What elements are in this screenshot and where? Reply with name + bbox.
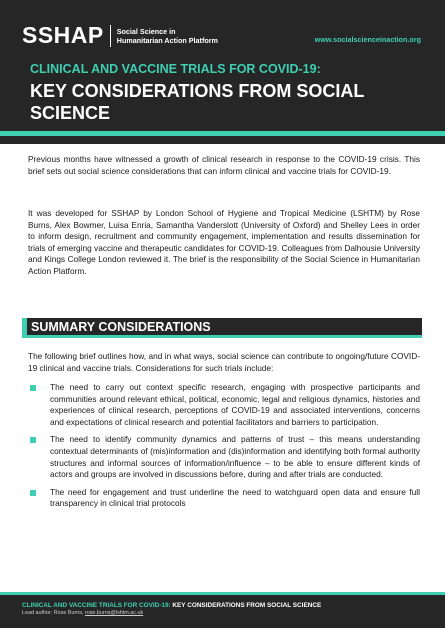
website-link[interactable]: www.socialscienceinaction.org	[314, 35, 421, 44]
brand-divider	[110, 25, 111, 47]
list-item	[28, 382, 420, 428]
footer-title	[22, 602, 321, 609]
list-item	[28, 487, 420, 510]
section-title: SUMMARY CONSIDERATIONS	[31, 320, 211, 334]
square-bullet-icon	[30, 490, 36, 496]
footer-author-label: Lead author: Rose Burns,	[22, 610, 85, 616]
page-header	[0, 0, 445, 144]
footer-title-accent: CLINICAL AND VACCINE TRIALS FOR COVID-19:	[22, 602, 171, 609]
intro-paragraph: Previous months have witnessed a growth of clinical research in response to the COVID-19 crisis. This brief sets out social science considerations that can inform clinical and vaccine trials for COVID-19.	[28, 154, 420, 176]
footer-author	[22, 610, 143, 616]
section-heading-bar	[22, 318, 422, 338]
list-item-text: The need to carry out context specific research, engaging with prospective participants and communities around relevant ethical, political, economic, legal and religious dynamics, histories and experiences of clinical research, perceptions of COVID-19 and associated interventions, concerns and expectations of clinical research and potential facilitators and barriers to participation.	[50, 382, 420, 427]
summary-intro-paragraph: The following brief outlines how, and in what ways, social science can contribute to ongoing/future COVID-19 clinical and vaccine trials. Considerations for such trials include:	[28, 351, 420, 373]
author-email-link[interactable]: rose.burns@lshtm.ac.uk	[84, 610, 144, 616]
brand-subtitle	[117, 27, 218, 45]
considerations-list	[28, 382, 420, 516]
page-footer	[0, 592, 445, 628]
brand-subtitle-line-2: Humanitarian Action Platform	[116, 35, 218, 45]
brand-logo	[22, 22, 218, 49]
authors-paragraph: It was developed for SSHAP by London School of Hygiene and Tropical Medicine (LSHTM) by Rose Burns, Alex Bowmer, Luisa Enria, Samantha Vanderslott (University of Oxford) and Shelley Lees in order to inform design, recruitment and community engagement, implementation and results dissemination for trials of emerging vaccine and therapeutic candidates for COVID-19. Colleagues from Dalhousie University and Kings College London reviewed it. The brief is the responsibility of the Social Science in Humanitarian Action Platform.	[28, 208, 420, 276]
list-item-text: The need for engagement and trust underline the need to watchguard open data and ensure full transparency in clinical trial protocols	[50, 486, 420, 509]
square-bullet-icon	[30, 437, 36, 443]
list-item	[28, 434, 420, 480]
square-bullet-icon	[30, 385, 36, 391]
document-kicker: CLINICAL AND VACCINE TRIALS FOR COVID-19:	[30, 62, 321, 76]
document-title: KEY CONSIDERATIONS FROM SOCIAL SCIENCE	[30, 81, 365, 123]
header-accent-stripe	[0, 131, 445, 136]
footer-title-rest: KEY CONSIDERATIONS FROM SOCIAL SCIENCE	[170, 602, 322, 609]
brand-wordmark: SSHAP	[22, 22, 104, 48]
list-item-text: The need to identify community dynamics and patterns of trust – this means understanding contextual determinants of (mis)information and (dis)information and identifying both formal authority structures and informal sources of information/influence – to be able to ensure different kinds of actors and groups are involved in discussions before, during and after trials are conducted.	[50, 434, 420, 480]
brand-subtitle-line-1: Social Science in	[116, 26, 176, 36]
